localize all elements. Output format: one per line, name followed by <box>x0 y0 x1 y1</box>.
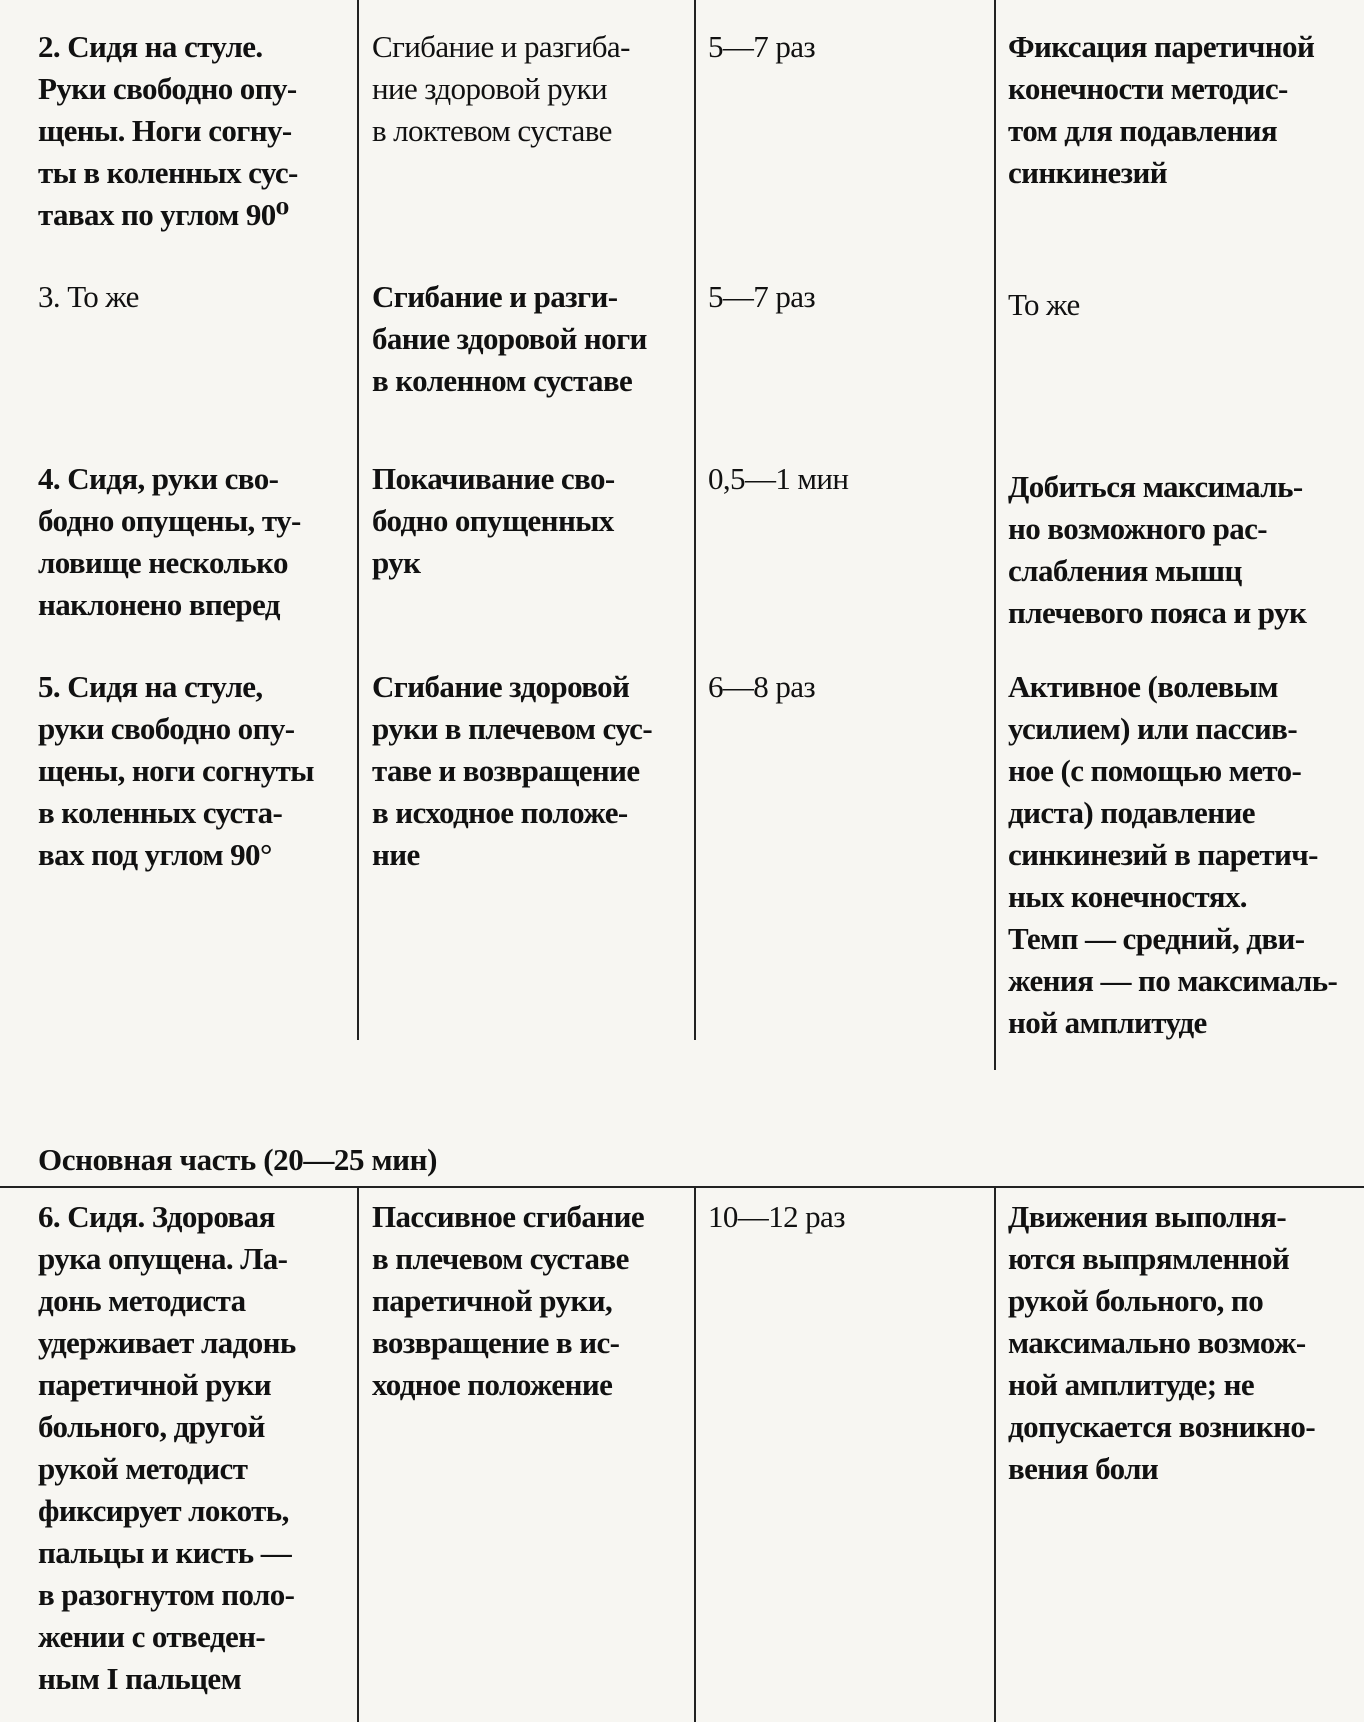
row-6-notes: Движения выполня- ются выпрямленной рукой больного, по максимально возмож- ной амплитуде; не допускается возникно- вения боли <box>1008 1199 1316 1486</box>
row-4-exercise: Покачивание сво- бодно опущенных рук <box>372 461 615 580</box>
row-2-dosage: 5—7 раз <box>708 29 816 64</box>
column-divider <box>694 1186 696 1722</box>
row-2-notes: Фиксация паретичной конечности методис- том для подавления синкинезий <box>1008 29 1315 190</box>
row-5-position: 5. Сидя на стуле, руки свободно опу- щены, ноги согнуты в коленных суста- вах под углом 90° <box>38 669 314 872</box>
row-3-position: 3. То же <box>38 279 139 314</box>
row-3-notes: То же <box>1008 287 1080 322</box>
row-4-notes: Добиться максималь- но возможного рас- слабления мышц плечевого пояса и рук <box>1008 469 1307 630</box>
row-3-dosage: 5—7 раз <box>708 279 816 314</box>
table-rule <box>0 1186 1364 1188</box>
row-5-exercise: Сгибание здоровой руки в плечевом сус- таве и возвращение в исходное положе- ние <box>372 669 653 872</box>
row-2-exercise: Сгибание и разгиба- ние здоровой руки в локтевом суставе <box>372 29 630 148</box>
column-divider <box>994 0 996 1070</box>
column-divider <box>357 0 359 1040</box>
row-2-position: 2. Сидя на стуле. Руки свободно опу- щены. Ноги согну- ты в коленных сус- тавах по углом 90⁰ <box>38 29 298 232</box>
row-6-dosage: 10—12 раз <box>708 1199 845 1234</box>
row-5-notes: Активное (волевым усилием) или пассив- ное (с помощью мето- диста) подавление синкинезий в паретич- ных конечностях. Темп — средний, дви- жения — по максималь- ной амплитуде <box>1008 669 1338 1040</box>
column-divider <box>694 0 696 1040</box>
column-divider <box>357 1186 359 1722</box>
section-title: Основная часть (20—25 мин) <box>38 1142 438 1177</box>
row-6-position: 6. Сидя. Здоровая рука опущена. Ла- донь методиста удерживает ладонь паретичной руки больного, другой рукой методист фиксирует локоть, пальцы и кисть — в разогнутом поло- жении с отведен- ным I пальцем <box>38 1199 296 1696</box>
row-3-exercise: Сгибание и разги- бание здоровой ноги в коленном суставе <box>372 279 647 398</box>
row-6-exercise: Пассивное сгибание в плечевом суставе паретичной руки, возвращение в ис- ходное положение <box>372 1199 644 1402</box>
column-divider <box>994 1186 996 1722</box>
row-4-position: 4. Сидя, руки сво- бодно опущены, ту- ловище несколько наклонено вперед <box>38 461 301 622</box>
row-5-dosage: 6—8 раз <box>708 669 816 704</box>
row-4-dosage: 0,5—1 мин <box>708 461 849 496</box>
